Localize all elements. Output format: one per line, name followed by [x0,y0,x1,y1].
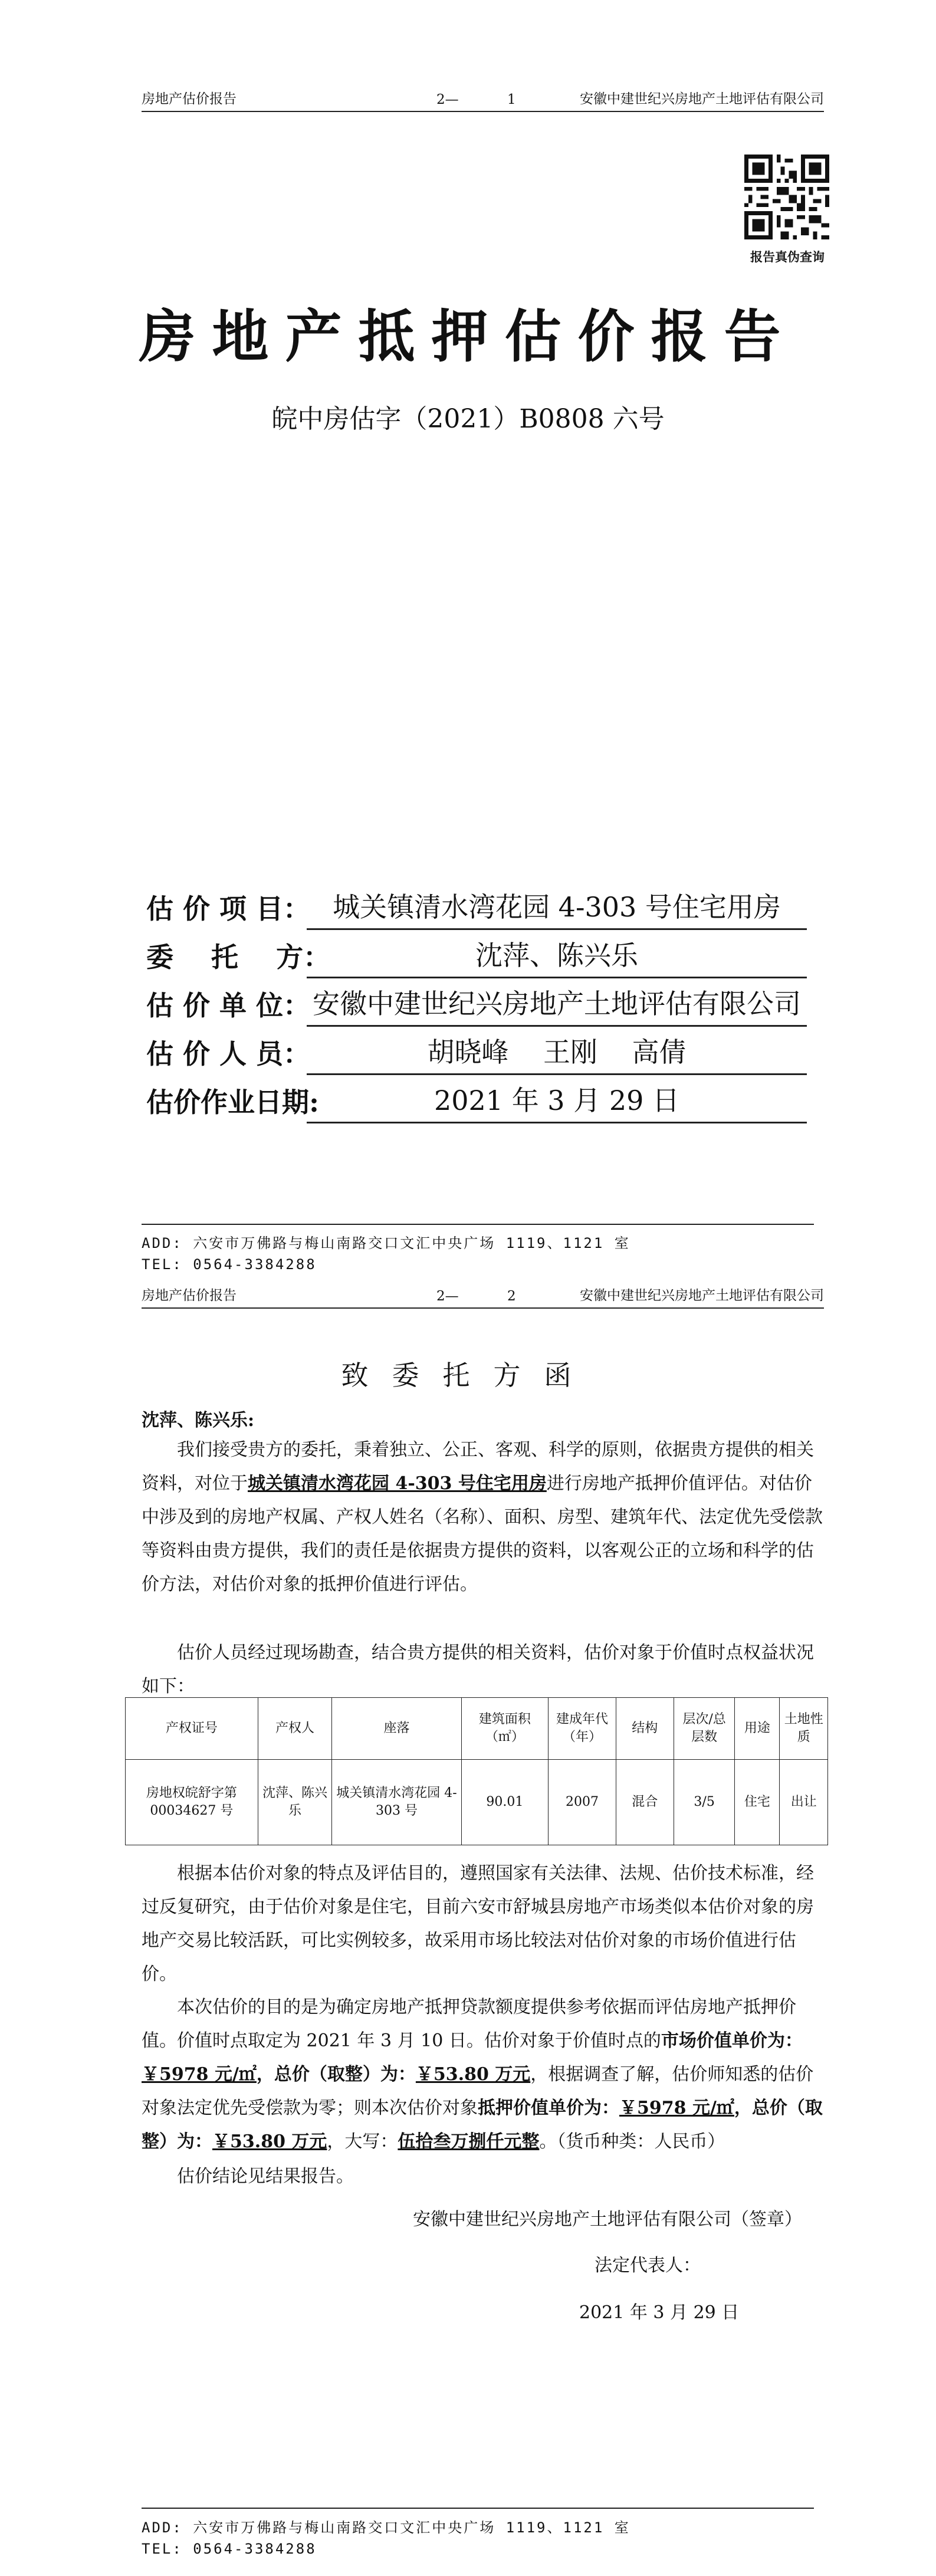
table-cell: 2007 [549,1760,616,1845]
info-value: 沈萍、陈兴乐 [475,939,638,971]
report-title: 房地产抵押估价报告 [139,303,797,370]
signature-representative: 法定代表人： [595,2255,701,2276]
page-footer [142,2517,630,2559]
header-center: 2— [436,92,459,107]
header-right: 安徽中建世纪兴房地产土地评估有限公司 [580,1288,824,1303]
info-value: 胡晓峰 王刚 高倩 [427,1036,687,1068]
footer-address: ADD: 六安市万佛路与梅山南路交口文汇中央广场 1119、1121 室 [142,1235,630,1251]
info-label: 估 价 人 员： [146,1038,311,1070]
footer-address: ADD: 六安市万佛路与梅山南路交口文汇中央广场 1119、1121 室 [142,2519,630,2536]
table-header: 产权人 [258,1698,332,1760]
info-row-appraisers [146,1036,807,1075]
table-cell: 沈萍、陈兴乐 [258,1760,332,1845]
letter-title: 致委托方函 [341,1359,595,1391]
paragraph-result: 本次估价的目的是为确定房地产抵押贷款额度提供参考依据而评估房地产抵押价值。价值时点取定为 2021 年 3 月 10 日。估价对象于价值时点的市场价值单价为：￥5978 元/㎡，总价（取整）为：￥53.80 万元，根据调查了解，估价师知悉的估价对象法定优先受偿款为零；则本次估价对象抵押价值单价为：￥5978 元/㎡，总价（取整）为：￥53.80 万元，大写：伍拾叁万捌仟元整。（货币种类：人民币） [142,1997,823,2152]
market-total-price: ￥53.80 万元 [415,2064,531,2085]
header-page-number: 1 [507,92,516,107]
info-row-client [146,939,807,978]
mortgage-unit-price: ￥5978 元/㎡ [619,2098,734,2118]
page-header [142,88,824,112]
footer-tel: TEL: 0564-3384288 [142,2541,317,2557]
header-left: 房地产估价报告 [142,91,237,107]
table-header: 结构 [616,1698,674,1760]
market-unit-price: ￥5978 元/㎡ [142,2064,257,2085]
report-number: 皖中房估字（2021）B0808 六号 [271,404,665,434]
footer-divider [142,2508,814,2509]
paragraph-intro: 我们接受贵方的委托，秉着独立、公正、客观、科学的原则，依据贵方提供的相关资料，对位于城关镇清水湾花园 4-303 号住宅用房进行房地产抵押价值评估。对估价中涉及到的房地产权属、产权人姓名（名称）、面积、房型、建筑年代、法定优先受偿款等资料由贵方提供，我们的责任是依据贵方提供的资料，以客观公正的立场和科学的估价方法，对估价对象的抵押价值进行评估。 [142,1440,823,1595]
info-label: 估 价 项 目： [146,893,311,925]
signature-date: 2021 年 3 月 29 日 [579,2302,740,2323]
table-cell: 混合 [616,1760,674,1845]
footer-tel: TEL: 0564-3384288 [142,1256,317,1273]
table-header-row [126,1698,828,1760]
table-cell: 出让 [780,1760,828,1845]
table-cell: 城关镇清水湾花园 4-303 号 [332,1760,461,1845]
mortgage-total-price: ￥53.80 万元 [212,2131,327,2152]
qr-code-icon[interactable] [744,155,829,239]
page-header [142,1285,824,1309]
signature-company: 安徽中建世纪兴房地产土地评估有限公司（签章） [413,2209,802,2230]
salutation: 沈萍、陈兴乐: [142,1410,255,1431]
paragraph-method: 根据本估价对象的特点及评估目的，遵照国家有关法律、法规、估价技术标准，经过反复研究，由于估价对象是住宅，目前六安市舒城县房地产市场类似本估价对象的房地产交易比较活跃，可比实例较多，故采用市场比较法对估价对象的市场价值进行估价。 [142,1863,814,1984]
footer-divider [142,1224,814,1225]
paragraph-status: 估价人员经过现场勘查，结合贵方提供的相关资料，估价对象于价值时点权益状况如下： [142,1642,814,1697]
info-value: 安徽中建世纪兴房地产土地评估有限公司 [313,988,801,1020]
header-right: 安徽中建世纪兴房地产土地评估有限公司 [580,91,824,107]
header-center: 2— [436,1289,459,1304]
table-header: 建成年代（年） [549,1698,616,1760]
table-header: 用途 [735,1698,780,1760]
info-row-date [146,1087,807,1123]
header-page-number: 2 [507,1289,516,1304]
qr-caption: 报告真伪查询 [750,249,825,264]
info-row-appraiser-company [146,990,807,1027]
table-header: 层次/总层数 [674,1698,735,1760]
info-label: 委 托 方： [146,941,331,973]
table-header: 土地性质 [780,1698,828,1760]
table-cell: 90.01 [461,1760,549,1845]
amount-in-words: 伍拾叁万捌仟元整 [398,2131,540,2152]
header-left: 房地产估价报告 [142,1288,237,1303]
info-row-project [146,893,807,930]
table-cell: 住宅 [735,1760,780,1845]
table-cell: 3/5 [674,1760,735,1845]
info-label: 估 价 单 位： [146,990,311,1021]
table-row [126,1760,828,1845]
table-cell: 房地权皖舒字第 00034627 号 [126,1760,258,1845]
table-header: 建筑面积（㎡） [461,1698,549,1760]
paragraph-conclusion: 估价结论见结果报告。 [177,2166,354,2187]
table-header: 产权证号 [126,1698,258,1760]
page-footer [142,1233,630,1275]
info-value: 城关镇清水湾花园 4-303 号住宅用房 [333,891,781,923]
table-header: 座落 [332,1698,461,1760]
info-label: 估价作业日期: [146,1086,319,1118]
property-table [125,1697,828,1845]
info-value: 2021 年 3 月 29 日 [434,1085,679,1116]
property-address: 城关镇清水湾花园 4-303 号住宅用房 [248,1473,547,1494]
